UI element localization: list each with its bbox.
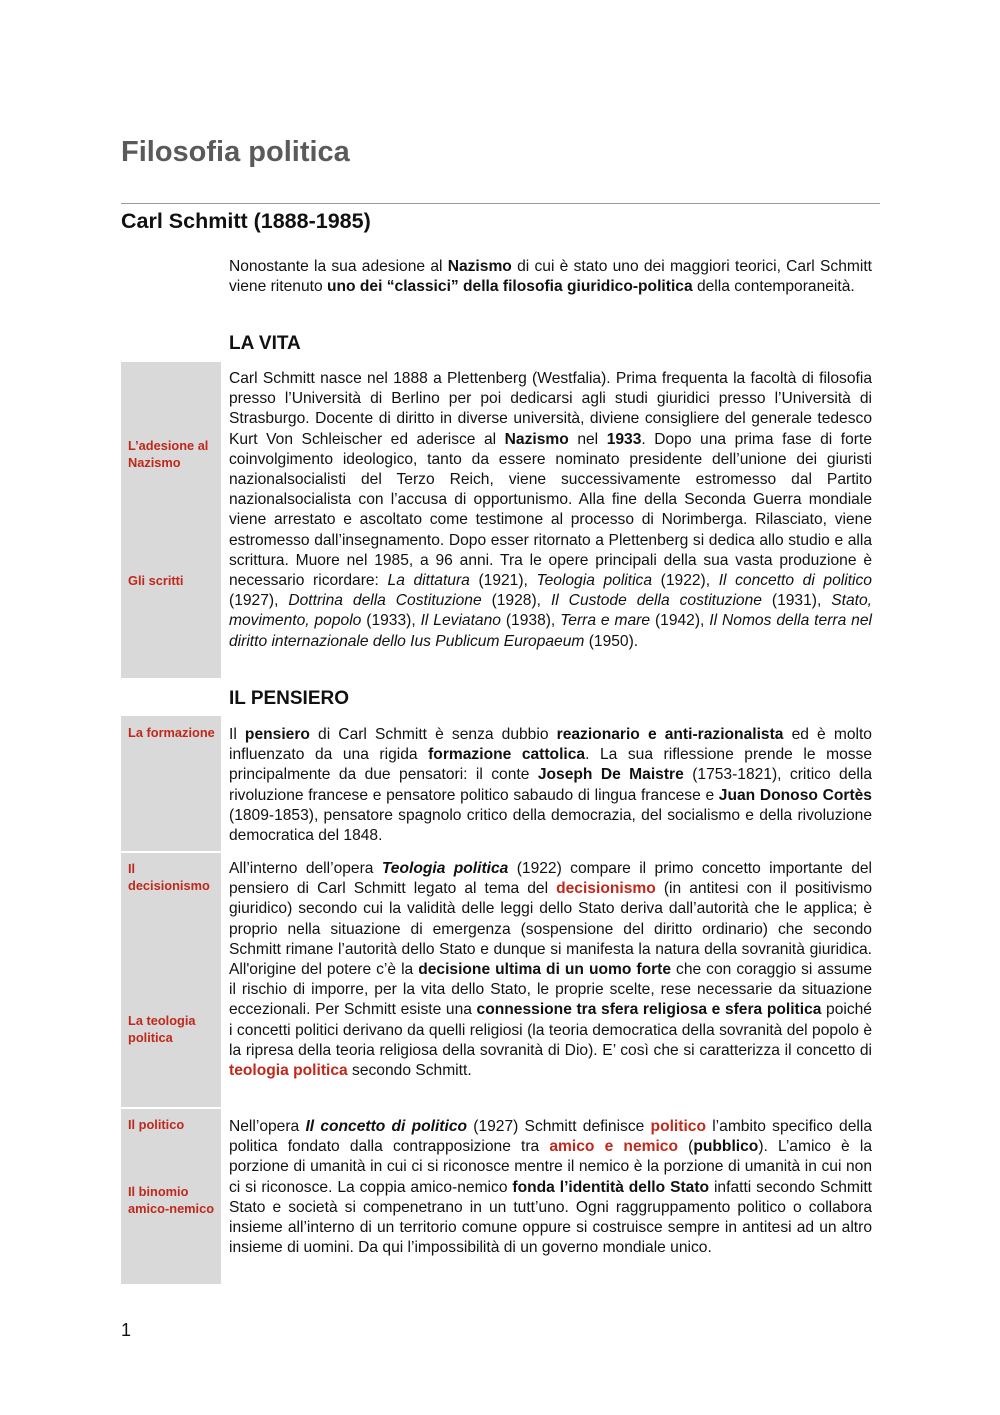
page-number: 1: [121, 1320, 132, 1340]
politico-paragraph: Nell’opera Il concetto di politico (1927) Schmitt definisce politico l’ambito specifico della politica fondato dalla contrapposizione tra amico e nemico (pubblico). L’amico è la porzione di umanità in cui ci si riconosce mentre il nemico è la porzione di umanità in cui non ci si riconosce. La coppia amico-nemico fonda l’identità dello Stato infatti secondo Schmitt Stato e società si compenetrano in un tutt’uno. Ogni raggruppamento politico o collabora insieme all’interno di un territorio comune oppure si costruisce sempre in antitesi ad un altro insieme di uomini. Da qui l’impossibilità di un governo mondiale unico.: [229, 1118, 873, 1257]
decisionismo-paragraph: All’interno dell’opera Teologia politica (1922) compare il primo concetto importante del pensiero di Carl Schmitt legato al tema del decisionismo (in antitesi con il positivismo giuridico) secondo cui la validità delle leggi dello Stato deriva dall’autorità che le applica; è proprio nella situazione di emergenza (sospensione del diritto ordinario) che secondo Schmitt rimane l’autorità dello Stato e dunque si manifesta la natura della sovranità giuridica. All'origine del potere c’è la decisione ultima di un uomo forte che con coraggio si assume il rischio di imporre, per la vita dello Stato, le proprie scelte, rese necessarie da situazione eccezionali. Per Schmitt esiste una connessione tra sfera religiosa e sfera politica poiché i concetti politici derivano da quelli religiosi (la teoria democratica della sovranità del popolo è la ripresa della teoria religiosa della sovranità di Dio). E’ così che si caratterizza il concetto di teologia politica secondo Schmitt.: [229, 860, 873, 1080]
margin-note-adesione: L’adesione al Nazismo: [128, 438, 209, 470]
margin-note-politico: Il politico: [128, 1117, 185, 1132]
margin-notes-vita: [121, 362, 221, 678]
margin-note-scritti: Gli scritti: [128, 573, 184, 588]
vita-paragraph: Carl Schmitt nasce nel 1888 a Plettenberg (Westfalia). Prima frequenta la facoltà di filosofia presso l’Università di Berlino per poi dedicarsi agli studi giuridici presso l’Università di Strasburgo. Docente di diritto in diverse università, diviene consigliere del generale tedesco Kurt Von Schleischer ed aderisce al Nazismo nel 1933. Dopo una prima fase di forte coinvolgimento ideologico, tanto da essere nominato presidente dell’unione dei giuristi nazionalsocialisti del Terzo Reich, viene successivamente estromesso dal Partito nazionalsocialista con l’accusa di opportunismo. Alla fine della Seconda Guerra mondiale viene arrestato e ascoltato come testimone al processo di Norimberga. Rilasciato, viene estromesso dall’insegnamento. Dopo esser ritornato a Plettenberg si dedica allo studio e alla scrittura. Muore nel 1985, a 96 anni. Tra le opere principali della sua vasta produzione è necessario ricordare: La dittatura (1921), Teologia politica (1922), Il concetto di politico (1927), Dottrina della Costituzione (1928), Il Custode della costituzione (1931), Stato, movimento, popolo (1933), Il Leviatano (1938), Terra e mare (1942), Il Nomos della terra nel diritto internazionale dello Ius Publicum Europaeum (1950).: [229, 370, 873, 650]
section-heading-vita: LA VITA: [229, 333, 301, 354]
page-title: Filosofia politica: [121, 136, 350, 168]
margin-note-decisionismo: Il decisionismo: [128, 861, 210, 893]
title-divider: [121, 203, 880, 204]
formazione-paragraph: Il pensiero di Carl Schmitt è senza dubbio reazionario e anti-razionalista ed è molto influenzato da una rigida formazione cattolica. La sua riflessione prende le mosse principalmente da due pensatori: il conte Joseph De Maistre (1753-1821), critico della rivoluzione francese e pensatore politico sabaudo di lingua francese e Juan Donoso Cortès (1809-1853), pensatore spagnolo critico della democrazia, del socialismo e della rivoluzione democratica del 1848.: [229, 726, 873, 845]
margin-note-binomio: Il binomio amico-nemico: [128, 1184, 215, 1216]
section-heading-pensiero: IL PENSIERO: [229, 688, 350, 709]
chapter-title: Carl Schmitt (1888-1985): [121, 209, 371, 233]
intro-paragraph: Nonostante la sua adesione al Nazismo di cui è stato uno dei maggiori teorici, Carl Schmitt viene ritenuto uno dei “classici” della filosofia giuridico-politica della contemporaneità.: [229, 258, 872, 296]
margin-note-teologia: La teologia politica: [128, 1013, 196, 1045]
margin-note-formazione: La formazione: [128, 725, 215, 740]
